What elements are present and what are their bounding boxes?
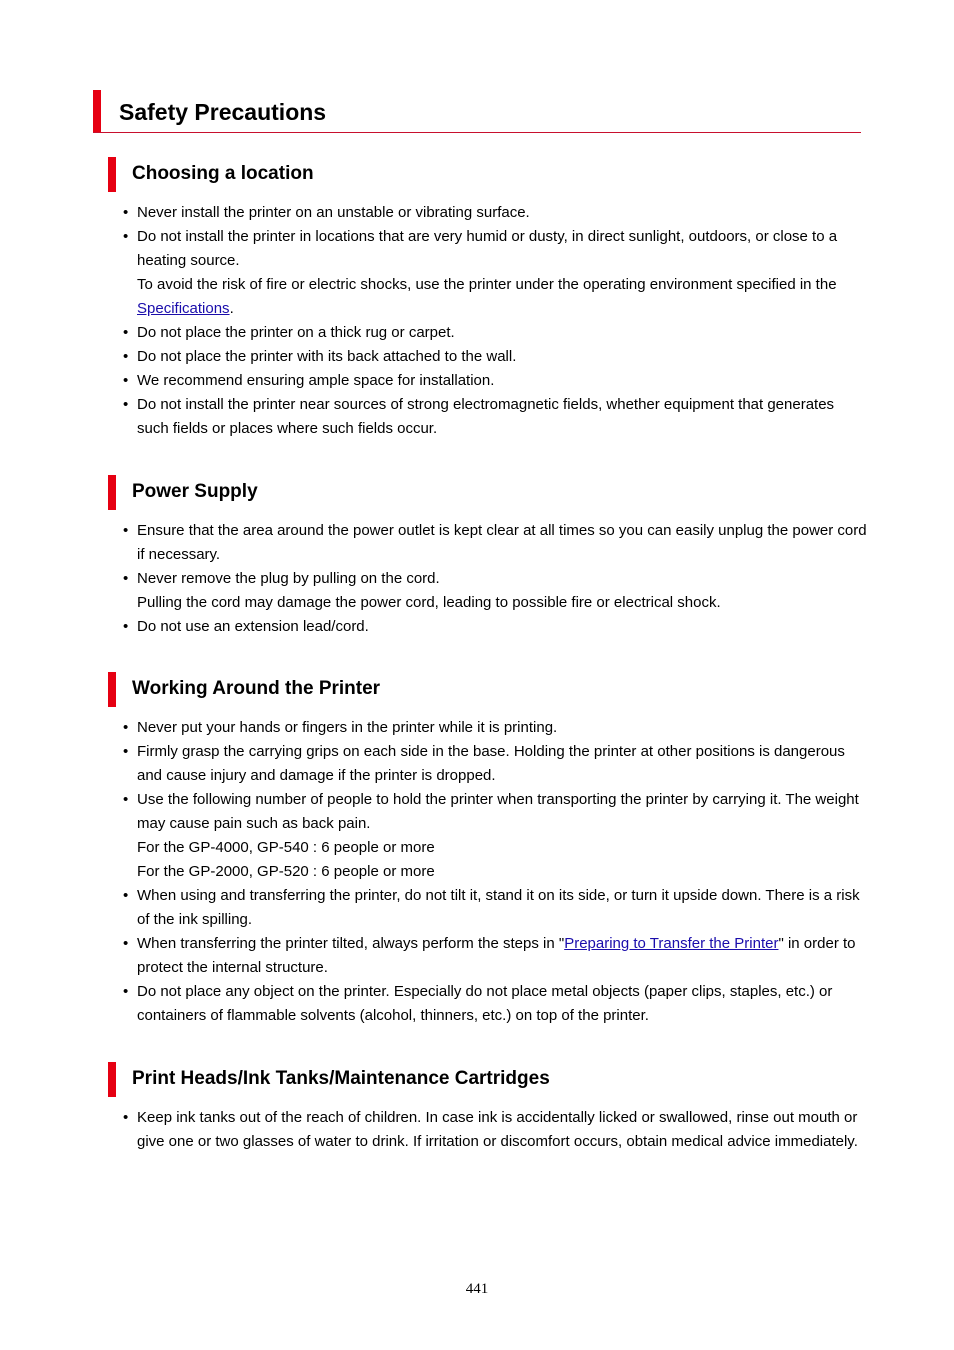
item-text: Do not install the printer near sources of strong electromagnetic fields, whether equipment that generates such fields or places where such fields occur. <box>137 396 835 437</box>
section-accent-bar <box>108 157 116 192</box>
item-text: Do not install the printer in locations that are very humid or dusty, in direct sunlight, outdoors, or close to a heating source. <box>137 228 838 269</box>
item-note: For the GP-4000, GP-540 : 6 people or more <box>137 839 435 856</box>
item-text: Use the following number of people to hold the printer when transporting the printer by carrying it. The weight may cause pain such as back pain. <box>137 791 859 832</box>
list-item <box>108 519 868 567</box>
bullet-icon: • <box>123 348 129 365</box>
bullet-icon: • <box>123 372 129 389</box>
section-title: Power Supply <box>132 481 258 502</box>
item-text <box>137 932 868 980</box>
item-text: Never install the printer on an unstable or vibrating surface. <box>137 204 530 221</box>
item-text-part: " in order to protect the internal structure. <box>137 935 856 976</box>
list-item <box>108 788 868 884</box>
item-text: Firmly grasp the carrying grips on each side in the base. Holding the printer at other positions is dangerous and cause injury and damage if the printer is dropped. <box>137 743 845 784</box>
bullet-icon: • <box>123 228 129 245</box>
bullet-icon: • <box>123 935 129 952</box>
item-text: Do not place any object on the printer. Especially do not place metal objects (paper clips, staples, etc.) or containers of flammable solvents (alcohol, thinners, etc.) on top of the printer. <box>137 983 833 1024</box>
section-title: Working Around the Printer <box>132 678 381 699</box>
list-item <box>108 615 868 639</box>
item-note: For the GP-2000, GP-520 : 6 people or more <box>137 863 435 880</box>
bullet-icon: • <box>123 743 129 760</box>
list-item <box>108 884 868 932</box>
list-item <box>108 1106 868 1154</box>
bullet-list <box>108 716 868 1028</box>
note-text: . <box>229 300 234 317</box>
note-text: To avoid the risk of fire or electric shocks, use the printer under the operating environment specified in the <box>137 276 837 293</box>
item-note <box>137 273 868 321</box>
item-text: Never put your hands or fingers in the printer while it is printing. <box>137 719 558 736</box>
item-text: Do not place the printer on a thick rug or carpet. <box>137 324 455 341</box>
bullet-icon: • <box>123 887 129 904</box>
list-item <box>108 980 868 1028</box>
section-title: Print Heads/Ink Tanks/Maintenance Cartridges <box>132 1068 550 1089</box>
specifications-link[interactable]: Specifications <box>137 300 230 317</box>
list-item <box>108 201 868 225</box>
item-text: Ensure that the area around the power outlet is kept clear at all times so you can easily unplug the power cord if necessary. <box>137 522 867 563</box>
bullet-icon: • <box>123 570 129 587</box>
title-accent-bar <box>93 90 101 132</box>
bullet-list <box>108 519 868 639</box>
bullet-icon: • <box>123 522 129 539</box>
bullet-icon: • <box>123 204 129 221</box>
item-text: Do not place the printer with its back attached to the wall. <box>137 348 517 365</box>
page-number: 441 <box>465 1281 489 1297</box>
item-text: We recommend ensuring ample space for installation. <box>137 372 495 389</box>
bullet-list <box>108 201 868 441</box>
list-item <box>108 321 868 345</box>
item-text: Keep ink tanks out of the reach of children. In case ink is accidentally licked or swallowed, rinse out mouth or give one or two glasses of water to drink. If irritation or discomfort occurs, obtain medical advice immediately. <box>137 1109 858 1150</box>
section-accent-bar <box>108 475 116 510</box>
section-accent-bar <box>108 672 116 707</box>
bullet-icon: • <box>123 1109 129 1126</box>
list-item <box>108 567 868 615</box>
list-item <box>108 393 868 441</box>
item-text: When using and transferring the printer, do not tilt it, stand it on its side, or turn it upside down. There is a risk of the ink spilling. <box>137 887 860 928</box>
item-text: Never remove the plug by pulling on the cord. <box>137 570 440 587</box>
item-text-part: When transferring the printer tilted, always perform the steps in " <box>137 935 565 952</box>
list-item <box>108 369 868 393</box>
bullet-list <box>108 1106 868 1154</box>
page-title: Safety Precautions <box>119 99 327 125</box>
bullet-icon: • <box>123 791 129 808</box>
item-note: Pulling the cord may damage the power cord, leading to possible fire or electrical shock. <box>137 594 721 611</box>
list-item <box>108 225 868 321</box>
section-title: Choosing a location <box>132 163 314 184</box>
bullet-icon: • <box>123 618 129 635</box>
list-item <box>108 932 868 980</box>
bullet-icon: • <box>123 324 129 341</box>
list-item <box>108 716 868 740</box>
preparing-transfer-link[interactable]: Preparing to Transfer the Printer <box>564 935 779 952</box>
bullet-icon: • <box>123 719 129 736</box>
list-item <box>108 345 868 369</box>
bullet-icon: • <box>123 983 129 1000</box>
item-text: Do not use an extension lead/cord. <box>137 618 369 635</box>
page-title-header <box>93 90 861 133</box>
section-accent-bar <box>108 1062 116 1097</box>
bullet-icon: • <box>123 396 129 413</box>
list-item <box>108 740 868 788</box>
